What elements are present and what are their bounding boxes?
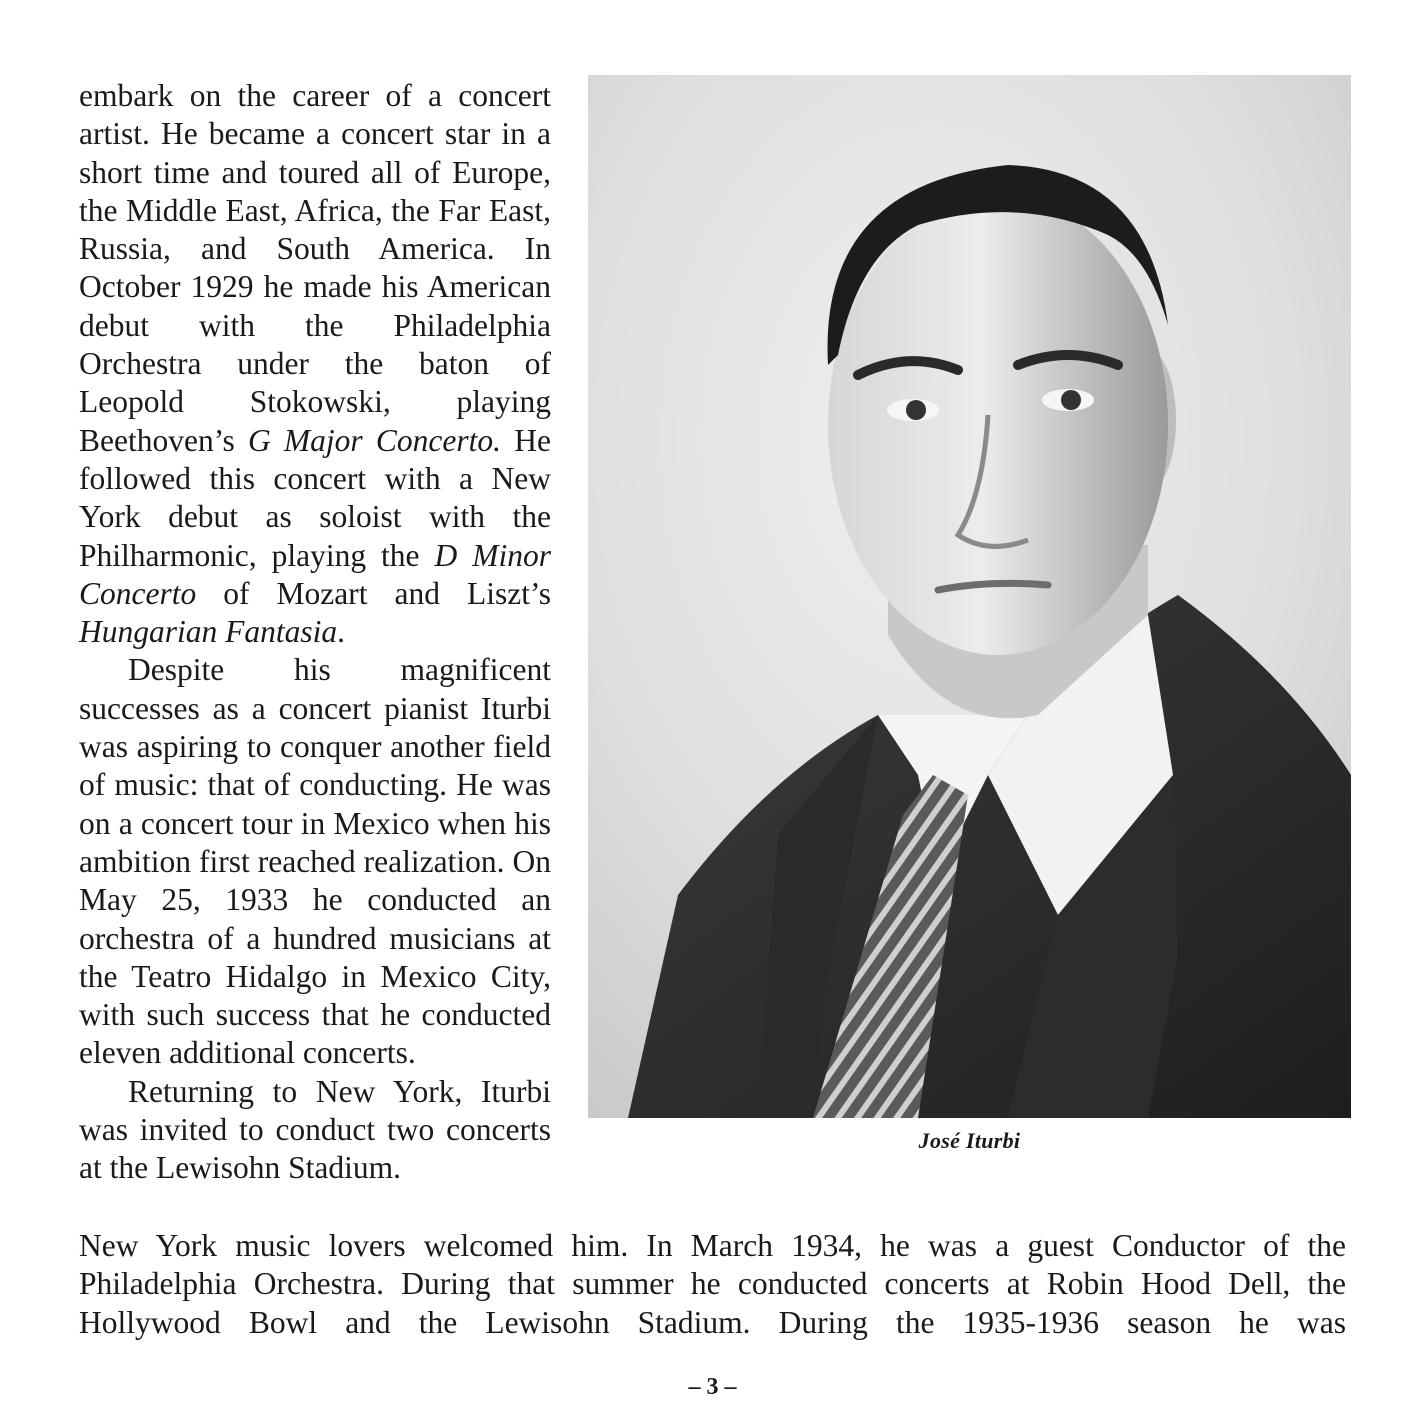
work-title-hungarian: Hungarian Fantasia (79, 614, 338, 650)
page-number: – 3 – (688, 1374, 737, 1400)
portrait-illustration (588, 75, 1351, 1118)
portrait-photo (588, 75, 1351, 1118)
work-title-g-major: G Major Concerto. (247, 422, 502, 458)
paragraph-2: Despite his magnificent successes as a concert pianist Iturbi was aspiring to conquer another field of music: that of conducting. He was on a concert tour in Mexico when his ambition first reached realization. On May 25, 1933 he conducted an orchestra of a hundred musicians at the Teatro Hidalgo in Mexico City, with such success that he conducted eleven additional concerts. (79, 652, 551, 1071)
paragraph-3: Returning to New York, Iturbi was invited to conduct two concerts at the Lewisohn Stadium. (79, 1073, 551, 1186)
photo-caption: José Iturbi (918, 1128, 1021, 1153)
paragraph-1: embark on the career of a concert artist. He became a concert star in a short time and toured all of Europe, the Middle East, Africa, the Far East, Russia, and South America. In October 1929 he made his American debut with the Philadelphia Orchestra under the baton of Leopold Stokowski, playing Beethoven’s G Major Concerto. He followed this concert with a New York debut as soloist with the Philharmonic, playing the D Minor Concerto of Mozart and Liszt’s Hungarian Fantasia. (79, 78, 551, 650)
left-column-text (79, 77, 551, 1188)
work-title-d-minor: D Minor Concerto (79, 537, 551, 611)
full-width-text (79, 1227, 1346, 1342)
paragraph-3-continued: New York music lovers welcomed him. In March 1934, he was a guest Conductor of the Philadelphia Orchestra. During that summer he conducted concerts at Robin Hood Dell, the Hollywood Bowl and the Lewisohn Stadium. During the 1935-1936 season he was (79, 1228, 1346, 1340)
